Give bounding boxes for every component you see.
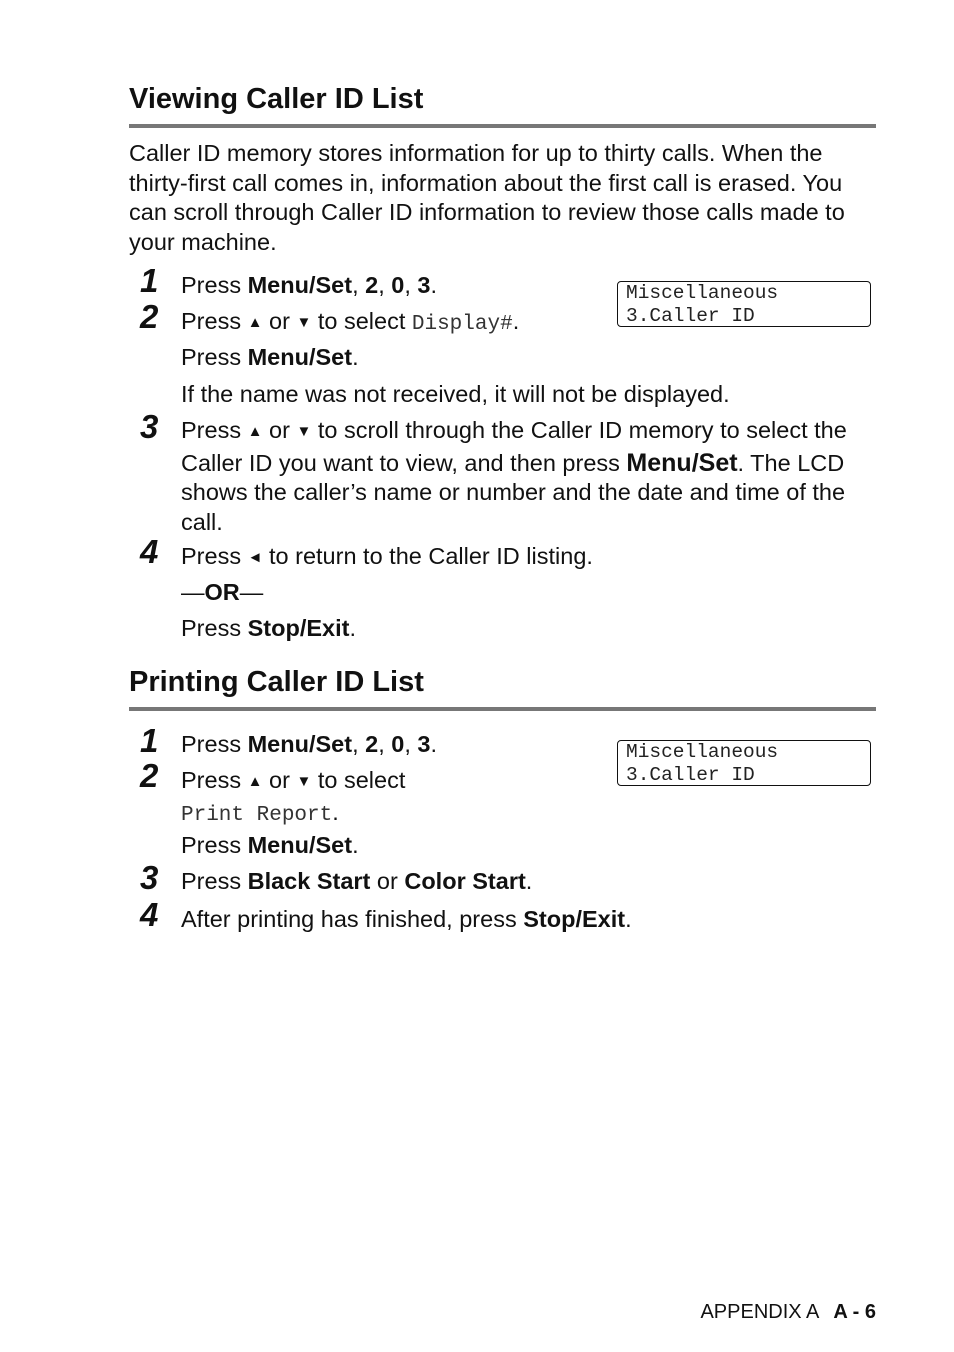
step-number: 4 (140, 533, 159, 570)
down-arrow-icon: ▼ (296, 423, 312, 440)
intro-paragraph: Caller ID memory stores information for up to thirty calls. When the thirty-first call comes in, information about the first call is erased. You can scroll through Caller ID information to review those calls made to your machine. (129, 140, 845, 256)
page-number: A - 6 (833, 1301, 876, 1323)
step-text: Press Black Start or Color Start. (181, 868, 533, 894)
down-arrow-icon: ▼ (296, 773, 312, 790)
up-arrow-icon: ▲ (247, 773, 263, 790)
down-arrow-icon: ▼ (296, 314, 312, 331)
section-title-viewing: Viewing Caller ID List (129, 83, 424, 115)
step-code: Print Report. (181, 799, 339, 827)
footer-label: APPENDIX A (700, 1301, 820, 1323)
step-text: Press Menu/Set. (181, 832, 359, 858)
step-number: 3 (140, 859, 159, 896)
step-text: After printing has finished, press Stop/Exit. (181, 906, 632, 932)
step-number: 2 (140, 298, 159, 335)
step-number: 1 (140, 722, 159, 759)
up-arrow-icon: ▲ (247, 423, 263, 440)
step-text: Press Menu/Set. (181, 344, 359, 370)
step-number: 2 (140, 757, 159, 794)
step-text: Press ◄ to return to the Caller ID listing. (181, 543, 593, 569)
or-separator: —OR— (181, 579, 264, 605)
step-number: 3 (140, 408, 159, 445)
step-text: Press Menu/Set, 2, 0, 3. (181, 731, 438, 757)
step-text: Press ▲ or ▼ to scroll through the Caller ID memory to select the Caller ID you want to view, and then press Menu/Set. The LCD shows the caller’s name or number and the date and time of the call. (181, 417, 847, 536)
lcd-display: Miscellaneous 3.Caller ID (617, 281, 871, 327)
step-number: 1 (140, 262, 159, 299)
step-note: If the name was not received, it will not be displayed. (181, 381, 730, 407)
step-text: Press ▲ or ▼ to select Display#. (181, 308, 520, 336)
step-number: 4 (140, 896, 159, 933)
up-arrow-icon: ▲ (247, 314, 263, 331)
lcd-display: Miscellaneous 3.Caller ID (617, 740, 871, 786)
step-text: Press Stop/Exit. (181, 615, 356, 641)
step-text: Press Menu/Set, 2, 0, 3. (181, 272, 438, 298)
page-footer (700, 1301, 876, 1324)
section-rule (129, 707, 876, 711)
left-arrow-icon: ◄ (247, 549, 263, 566)
step-text: Press ▲ or ▼ to select (181, 767, 406, 793)
section-rule (129, 124, 876, 128)
section-title-printing: Printing Caller ID List (129, 666, 424, 698)
